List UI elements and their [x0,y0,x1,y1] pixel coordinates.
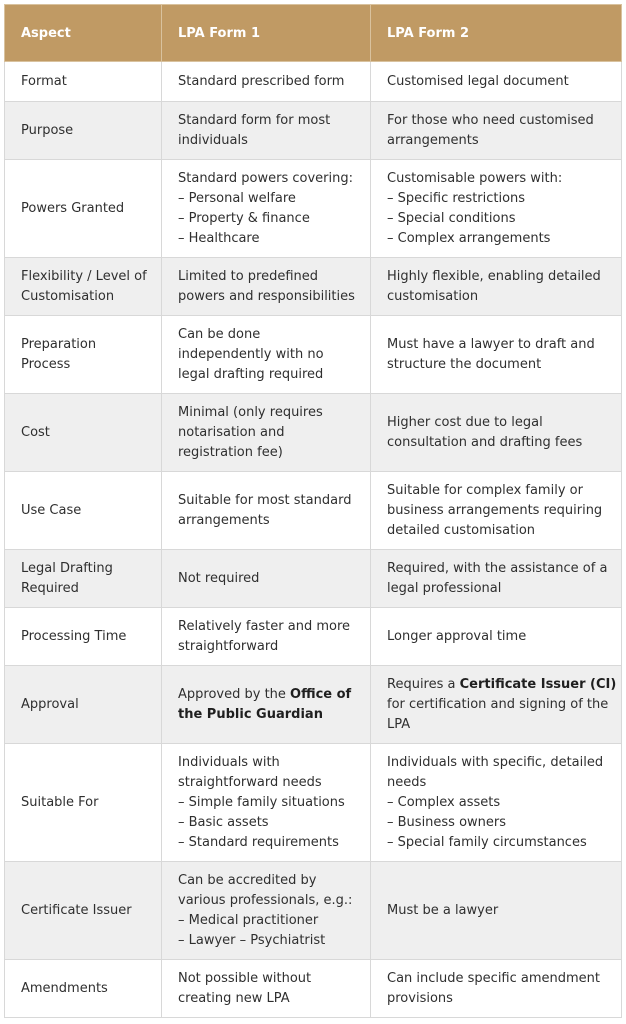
lpa-form-1-cell [162,666,371,744]
aspect-cell [5,862,162,960]
aspect-cell [5,960,162,1018]
aspect-cell-line: Preparation [21,336,97,352]
lpa-form-1-cell-line [178,209,360,229]
aspect-cell-line: Use Case [21,502,82,518]
lpa-form-1-cell-line [178,443,360,463]
aspect-cell-line: Approval [21,696,79,712]
table-row [5,160,622,258]
text-segment: Suitable for complex family or [387,482,583,498]
lpa-form-1-cell-line [178,491,360,511]
lpa-form-1-cell-line [178,617,360,637]
aspect-cell [5,666,162,744]
text-segment: Customisable powers with: [387,170,563,186]
lpa-form-1-cell-line [178,325,360,345]
text-segment: registration fee) [178,444,283,460]
lpa-form-2-cell [371,316,622,394]
text-segment: – Complex assets [387,794,501,810]
table-row [5,960,622,1018]
lpa-form-2-cell-line [387,753,611,773]
lpa-form-2-cell-line [387,521,611,541]
text-segment: for certification and signing of the [387,696,609,712]
text-segment: – Simple family situations [178,794,345,810]
text-segment: detailed customisation [387,522,536,538]
lpa-form-2-cell-line [387,989,611,1009]
text-segment: Standard form for most [178,112,331,128]
lpa-form-2-cell-line [387,335,611,355]
text-segment: Higher cost due to legal [387,414,543,430]
lpa-form-2-cell [371,62,622,102]
lpa-form-2-cell-line [387,111,611,131]
lpa-form-2-cell [371,550,622,608]
lpa-form-2-cell-line [387,695,611,715]
aspect-cell [5,394,162,472]
lpa-comparison-table [4,4,622,1018]
text-segment: powers and responsibilities [178,288,355,304]
text-segment: legal drafting required [178,366,324,382]
aspect-cell [5,102,162,160]
text-segment: Can include specific amendment [387,970,601,986]
text-segment: arrangements [178,512,270,528]
lpa-form-2-cell-line [387,773,611,793]
lpa-form-1-cell [162,102,371,160]
aspect-cell [5,160,162,258]
table-row [5,550,622,608]
text-segment: arrangements [387,132,479,148]
table-row [5,608,622,666]
lpa-form-2-cell [371,960,622,1018]
bold-text: Certificate Issuer (CI) [459,676,617,692]
lpa-form-2-cell-line [387,169,611,189]
lpa-form-2-cell [371,102,622,160]
header-lpa-form-1: LPA Form 1 [162,5,371,62]
aspect-cell-line: Suitable For [21,794,99,810]
table-row [5,62,622,102]
text-segment: individuals [178,132,248,148]
text-segment: Requires a [387,676,460,692]
text-segment: Must be a lawyer [387,902,499,918]
lpa-form-1-cell-line [178,773,360,793]
text-segment: creating new LPA [178,990,290,1006]
text-segment: – Medical practitioner [178,912,319,928]
lpa-form-1-cell-line [178,969,360,989]
text-segment: – Business owners [387,814,507,830]
text-segment: Not possible without [178,970,312,986]
lpa-form-1-cell-line [178,131,360,151]
text-segment: various professionals, e.g.: [178,892,353,908]
text-segment: Required, with the assistance of a [387,560,608,576]
text-segment: – Lawyer – Psychiatrist [178,932,326,948]
lpa-form-2-cell-line [387,131,611,151]
lpa-form-1-cell-line [178,871,360,891]
aspect-cell [5,258,162,316]
lpa-form-2-cell-line [387,287,611,307]
aspect-cell [5,550,162,608]
lpa-form-1-cell-line [178,287,360,307]
lpa-form-2-cell [371,862,622,960]
text-segment: Not required [178,570,260,586]
text-segment: Can be accredited by [178,872,317,888]
text-segment: – Standard requirements [178,834,339,850]
lpa-form-1-cell [162,862,371,960]
aspect-cell [5,62,162,102]
lpa-form-1-cell-line [178,685,360,705]
lpa-form-1-cell-line [178,989,360,1009]
text-segment: Individuals with [178,754,280,770]
aspect-cell-line: Certificate Issuer [21,902,132,918]
aspect-cell-line: Amendments [21,980,108,996]
lpa-form-1-cell-line [178,705,360,725]
lpa-form-2-cell-line [387,189,611,209]
lpa-form-1-cell [162,744,371,862]
lpa-form-1-cell-line [178,403,360,423]
text-segment: straightforward [178,638,279,654]
aspect-cell [5,608,162,666]
lpa-form-1-cell-line [178,813,360,833]
text-segment: independently with no [178,346,324,362]
lpa-form-2-cell [371,744,622,862]
table-header [5,5,622,62]
aspect-cell [5,472,162,550]
aspect-cell-line: Format [21,73,67,89]
text-segment: – Healthcare [178,230,260,246]
table-row [5,666,622,744]
lpa-form-2-cell [371,666,622,744]
text-segment: Highly flexible, enabling detailed [387,268,601,284]
text-segment: – Special conditions [387,210,516,226]
lpa-form-1-cell [162,316,371,394]
lpa-form-1-cell [162,608,371,666]
aspect-cell-line: Purpose [21,122,74,138]
text-segment: – Special family circumstances [387,834,587,850]
lpa-form-2-cell-line [387,675,617,695]
lpa-form-2-cell-line [387,579,611,599]
text-segment: Minimal (only requires [178,404,323,420]
lpa-form-1-cell-line [178,931,360,951]
lpa-form-2-cell-line [387,715,611,735]
lpa-form-1-cell-line [178,111,360,131]
lpa-form-1-cell-line [178,365,360,385]
lpa-form-1-cell [162,160,371,258]
lpa-form-1-cell-line [178,189,360,209]
lpa-form-1-cell-line [178,72,360,92]
aspect-cell [5,744,162,862]
lpa-form-1-cell [162,62,371,102]
lpa-form-2-cell-line [387,501,611,521]
lpa-form-2-cell-line [387,267,611,287]
text-segment: structure the document [387,356,542,372]
text-segment: For those who need customised [387,112,594,128]
lpa-form-2-cell-line [387,355,611,375]
text-segment: Approved by the [178,686,291,702]
lpa-form-2-cell [371,160,622,258]
lpa-form-1-cell-line [178,637,360,657]
lpa-form-1-cell [162,960,371,1018]
text-segment: Suitable for most standard [178,492,352,508]
lpa-form-2-cell [371,608,622,666]
lpa-form-1-cell [162,258,371,316]
lpa-form-2-cell [371,258,622,316]
lpa-form-1-cell-line [178,753,360,773]
bold-text: Office of [290,686,352,702]
lpa-form-2-cell-line [387,229,611,249]
text-segment: LPA [387,716,411,732]
text-segment: Standard powers covering: [178,170,353,186]
lpa-form-1-cell-line [178,229,360,249]
lpa-form-1-cell-line [178,911,360,931]
text-segment: Relatively faster and more [178,618,351,634]
text-segment: Limited to predefined [178,268,319,284]
aspect-cell-line: Processing Time [21,628,127,644]
text-segment: business arrangements requiring [387,502,603,518]
aspect-cell-line: Process [21,356,71,372]
lpa-form-1-cell-line [178,891,360,911]
bold-text: the Public Guardian [178,706,323,722]
aspect-cell [5,316,162,394]
aspect-cell-line: Legal Drafting [21,560,113,576]
text-segment: consultation and drafting fees [387,434,583,450]
lpa-form-2-cell-line [387,833,611,853]
lpa-form-2-cell-line [387,969,611,989]
table-row [5,258,622,316]
lpa-form-1-cell [162,550,371,608]
text-segment: needs [387,774,427,790]
lpa-form-2-cell-line [387,209,611,229]
header-aspect: Aspect [5,5,162,62]
aspect-cell-line: Required [21,580,79,596]
lpa-form-1-cell-line [178,267,360,287]
table-row [5,744,622,862]
aspect-cell-line: Cost [21,424,50,440]
table-row [5,394,622,472]
header-lpa-form-2: LPA Form 2 [371,5,622,62]
header-row [5,5,622,62]
aspect-cell-line: Flexibility / Level of [21,268,147,284]
lpa-form-2-cell-line [387,901,611,921]
lpa-form-2-cell-line [387,72,611,92]
aspect-cell-line: Customisation [21,288,115,304]
text-segment: Individuals with specific, detailed [387,754,604,770]
table-row [5,472,622,550]
lpa-form-1-cell-line [178,169,360,189]
text-segment: – Specific restrictions [387,190,526,206]
text-segment: legal professional [387,580,502,596]
text-segment: Can be done [178,326,261,342]
text-segment: notarisation and [178,424,285,440]
text-segment: – Personal welfare [178,190,296,206]
lpa-form-2-cell-line [387,433,611,453]
lpa-form-2-cell [371,472,622,550]
aspect-cell-line: Powers Granted [21,200,125,216]
text-segment: Customised legal document [387,73,569,89]
lpa-form-1-cell [162,472,371,550]
lpa-form-2-cell [371,394,622,472]
table-row [5,102,622,160]
lpa-form-2-cell-line [387,793,611,813]
text-segment: – Complex arrangements [387,230,551,246]
lpa-form-2-cell-line [387,813,611,833]
table-row [5,862,622,960]
lpa-form-1-cell-line [178,793,360,813]
text-segment: Standard prescribed form [178,73,345,89]
lpa-form-2-cell-line [387,559,611,579]
text-segment: Must have a lawyer to draft and [387,336,595,352]
lpa-form-1-cell [162,394,371,472]
table-body [5,62,622,1018]
lpa-form-1-cell-line [178,423,360,443]
lpa-form-1-cell-line [178,345,360,365]
lpa-form-2-cell-line [387,627,611,647]
text-segment: straightforward needs [178,774,322,790]
text-segment: – Property & finance [178,210,310,226]
table-row [5,316,622,394]
text-segment: Longer approval time [387,628,527,644]
lpa-form-1-cell-line [178,833,360,853]
lpa-form-2-cell-line [387,481,611,501]
lpa-form-2-cell-line [387,413,611,433]
text-segment: provisions [387,990,453,1006]
text-segment: customisation [387,288,479,304]
lpa-form-1-cell-line [178,569,360,589]
lpa-form-1-cell-line [178,511,360,531]
text-segment: – Basic assets [178,814,269,830]
